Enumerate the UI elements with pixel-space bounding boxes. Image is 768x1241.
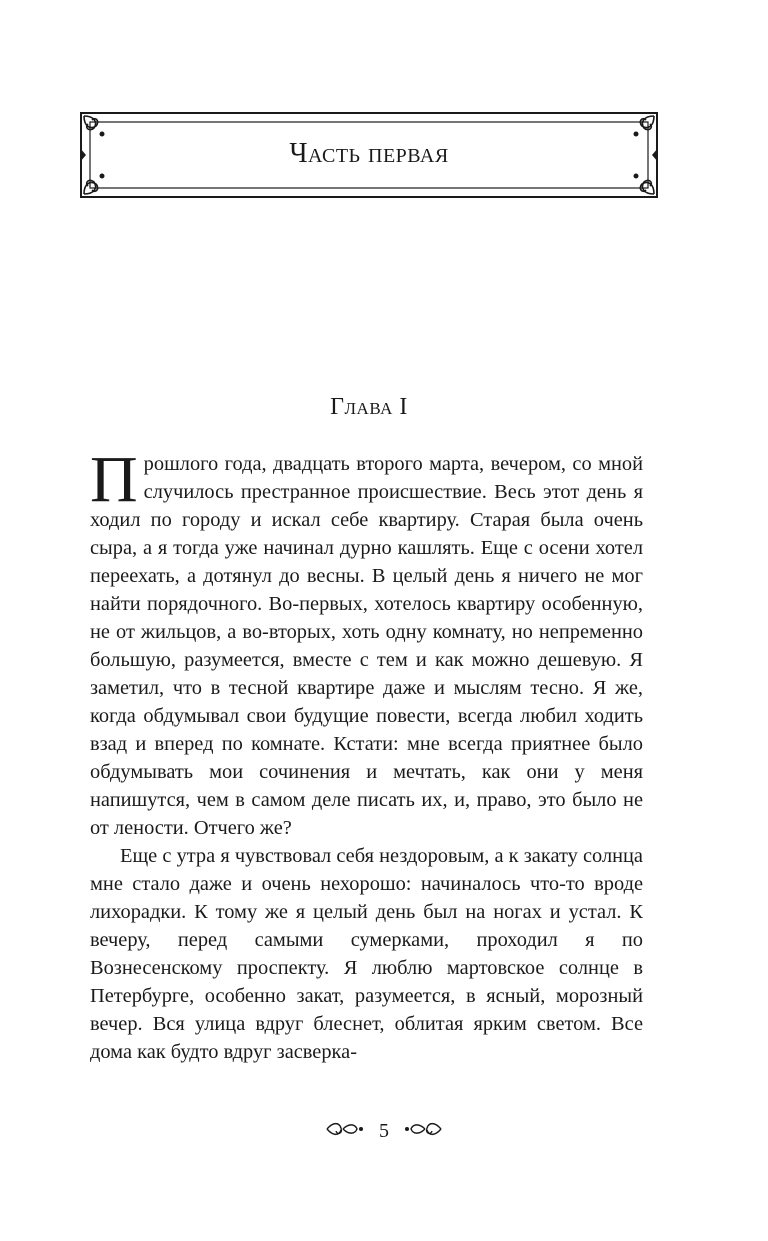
right-ornament-icon	[403, 1120, 443, 1143]
paragraph-2: Еще с утра я чувствовал себя нездоровым, а к закату солнца мне стало даже и очень нехорошо: начиналось что-то вроде лихорадки. К тому же я целый день был на ногах и устал. К вечеру, перед самыми сумерками, проходил я по Вознесенскому проспекту. Я люблю мартовское солнце в Петербурге, особенно закат, разумеется, в ясный, морозный вечер. Вся улица вдруг блеснет, облитая ярким светом. Все дома как будто вдруг засверка-	[90, 845, 643, 1063]
left-ornament-icon	[325, 1120, 365, 1143]
paragraph-1-text: рошлого года, двадцать второго марта, вечером, со мной случилось престранное происшествие. Весь этот день я ходил по городу и искал себе квартиру. Старая была очень сыра, а я тогда уже начинал дурно кашлять. Еще с осени хотел переехать, а дотянул до весны. В целый день я ничего не мог найти порядочного. Во-первых, хотелось квартиру особенную, не от жильцов, а во-вторых, хоть одну комнату, но непременно большую, разумеется, вместе с тем и как можно дешевую. Я заметил, что в тесной квартире даже и мыслям тесно. Я же, когда обдумывал свои будущие повести, всегда любил ходить взад и вперед по комнате. Кстати: мне всегда приятнее было обдумывать мои сочинения и мечтать, как они у меня напишутся, чем в самом деле писать их, и, право, это было не от лености. Отчего же?	[90, 453, 643, 839]
chapter-title: Глава I	[330, 394, 408, 420]
page-footer	[0, 1120, 768, 1160]
body-text	[90, 443, 643, 1066]
page-number: 5	[379, 1120, 389, 1142]
paragraph-1	[90, 443, 643, 842]
drop-cap: П	[90, 443, 138, 516]
part-title: Часть первая	[289, 138, 449, 169]
